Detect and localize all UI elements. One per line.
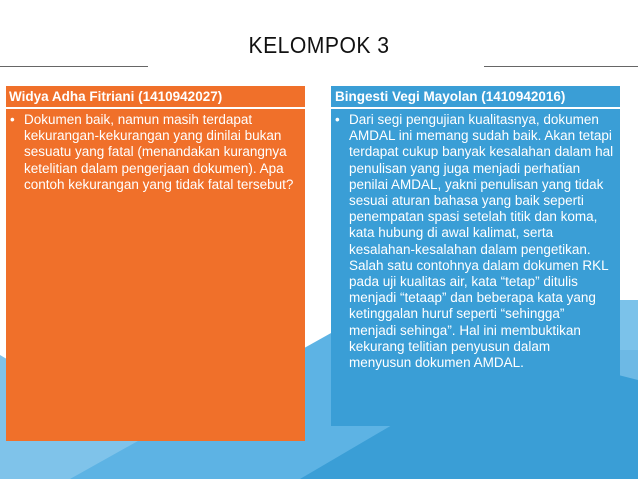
right-box-body xyxy=(331,112,620,371)
right-bullet-text: Dari segi pengujian kualitasnya, dokumen AMDAL ini memang sudah baik. Akan tetapi terdapat cukup banyak kesalahan dalam hal penulisan yang juga menjadi perhatian penilai AMDAL, yakni penulisan yang tidak sesuai aturan bahasa yang baik seperti penempatan spasi setelah titik dan koma, kata hubung di awal kalimat, serta kesalahan-kesalahan dalam pengetikan. Salah satu contohnya dalam dokumen RKL pada uji kualitas air, kata “tetap” ditulis menjadi “tetaap” dan beberapa kata yang ketinggalan huruf seperti “sehingga” menjadi sehinga”. Hal ini membuktikan kekurang telitian penyusun dalam menyusun dokumen AMDAL. xyxy=(349,112,614,371)
left-content-box xyxy=(6,86,305,441)
title-rule-left xyxy=(0,66,148,67)
left-bullet-text: Dokumen baik, namun masih terdapat kekurangan-kekurangan yang dinilai bukan sesuatu yang fatal (menandakan kurangnya ketelitian dalam pengerjaan dokumen). Apa contoh kekurangan yang tidak fatal tersebut? xyxy=(24,112,294,192)
bullet-icon: • xyxy=(335,112,340,127)
right-content-box xyxy=(331,86,620,426)
title-rule-right xyxy=(484,66,638,67)
left-box-body xyxy=(6,112,305,193)
right-box-heading: Bingesti Vegi Mayolan (1410942016) xyxy=(331,86,620,109)
left-bullet-item xyxy=(10,112,299,193)
right-bullet-item xyxy=(335,112,614,371)
bullet-icon: • xyxy=(10,112,15,127)
slide-title: KELOMPOK 3 xyxy=(248,32,390,58)
left-box-heading: Widya Adha Fitriani (1410942027) xyxy=(6,86,305,109)
